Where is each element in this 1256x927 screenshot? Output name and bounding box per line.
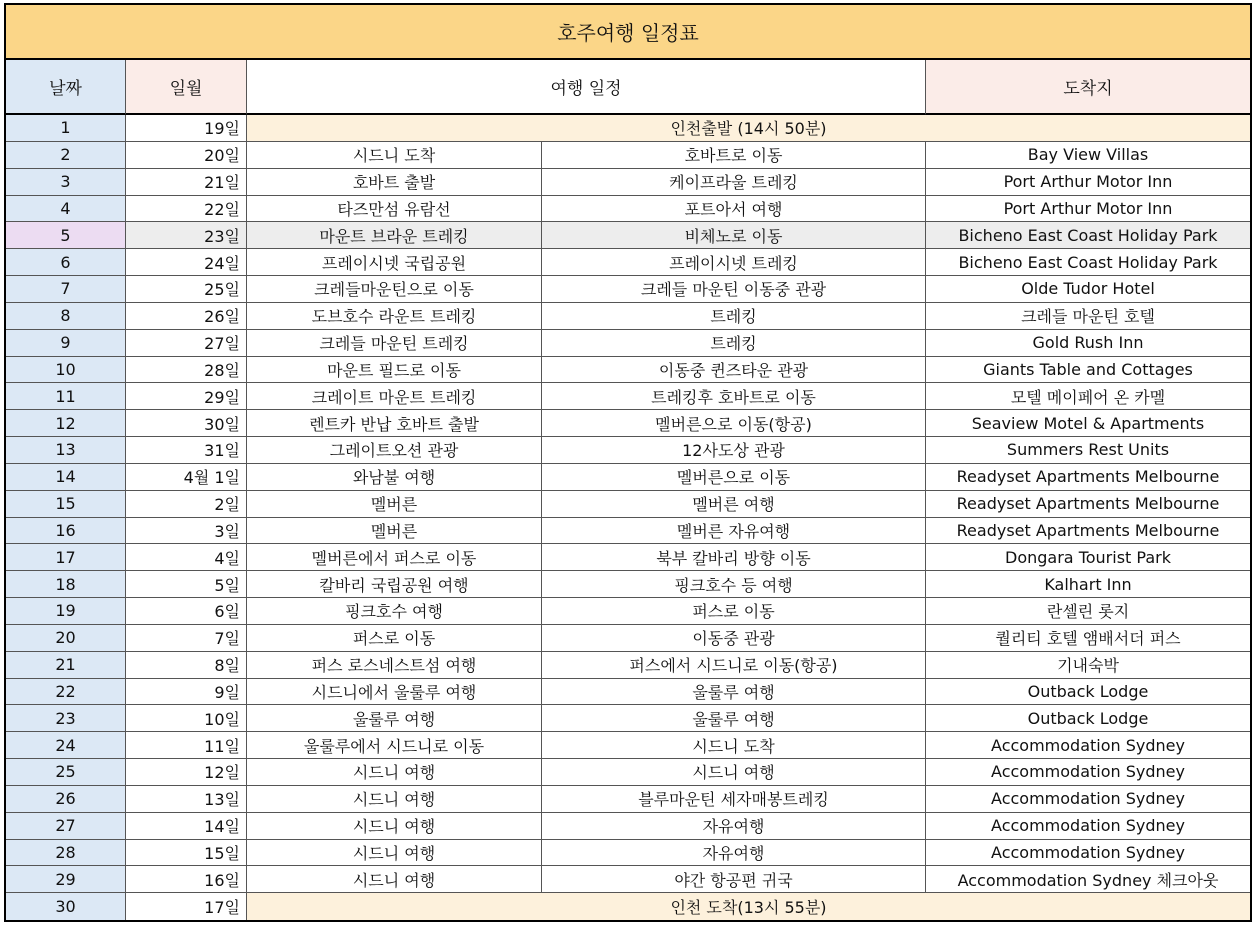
row-plan-am-cell[interactable]: 시드니 여행 bbox=[247, 786, 542, 813]
row-plan-am-cell[interactable]: 퍼스로 이동 bbox=[247, 625, 542, 652]
row-plan-pm-cell[interactable]: 이동중 관광 bbox=[542, 625, 926, 652]
row-plan-pm-cell[interactable]: 야간 항공편 귀국 bbox=[542, 866, 926, 893]
row-date-cell[interactable]: 8일 bbox=[126, 652, 247, 679]
row-plan-am-cell[interactable]: 퍼스 로스네스트섬 여행 bbox=[247, 652, 542, 679]
row-plan-pm-cell[interactable]: 멜버른으로 이동(항공) bbox=[542, 410, 926, 437]
row-plan-pm-cell[interactable]: 멜버른 자유여행 bbox=[542, 518, 926, 545]
row-day-cell[interactable]: 27 bbox=[6, 813, 126, 840]
row-plan-am-cell[interactable]: 멜버른 bbox=[247, 518, 542, 545]
row-plan-am-cell[interactable]: 렌트카 반납 호바트 출발 bbox=[247, 410, 542, 437]
row-destination-cell[interactable]: Readyset Apartments Melbourne bbox=[926, 518, 1250, 545]
row-destination-cell[interactable]: Accommodation Sydney 체크아웃 bbox=[926, 866, 1250, 893]
row-day-cell[interactable]: 30 bbox=[6, 893, 126, 920]
row-day-cell[interactable]: 8 bbox=[6, 303, 126, 330]
row-date-cell[interactable]: 22일 bbox=[126, 196, 247, 223]
row-plan-pm-cell[interactable]: 이동중 퀸즈타운 관광 bbox=[542, 357, 926, 384]
row-date-cell[interactable]: 21일 bbox=[126, 169, 247, 196]
row-day-cell[interactable]: 13 bbox=[6, 437, 126, 464]
row-plan-am-cell[interactable]: 칼바리 국립공원 여행 bbox=[247, 571, 542, 598]
row-day-cell[interactable]: 15 bbox=[6, 491, 126, 518]
row-date-cell[interactable]: 27일 bbox=[126, 330, 247, 357]
row-plan-am-cell[interactable]: 도브호수 라운트 트레킹 bbox=[247, 303, 542, 330]
row-day-cell[interactable]: 5 bbox=[6, 222, 126, 249]
row-plan-pm-cell[interactable]: 자유여행 bbox=[542, 840, 926, 867]
table-title[interactable]: 호주여행 일정표 bbox=[6, 5, 1250, 60]
row-plan-pm-cell[interactable]: 자유여행 bbox=[542, 813, 926, 840]
row-date-cell[interactable]: 13일 bbox=[126, 786, 247, 813]
row-plan-am-cell[interactable]: 울룰루 여행 bbox=[247, 705, 542, 732]
row-date-cell[interactable]: 30일 bbox=[126, 410, 247, 437]
row-destination-cell[interactable]: 퀄리티 호텔 앰배서더 퍼스 bbox=[926, 625, 1250, 652]
row-date-cell[interactable]: 31일 bbox=[126, 437, 247, 464]
row-day-cell[interactable]: 10 bbox=[6, 357, 126, 384]
row-plan-am-cell[interactable]: 울룰루에서 시드니로 이동 bbox=[247, 732, 542, 759]
row-date-cell[interactable]: 26일 bbox=[126, 303, 247, 330]
row-destination-cell[interactable]: Port Arthur Motor Inn bbox=[926, 169, 1250, 196]
row-destination-cell[interactable]: Gold Rush Inn bbox=[926, 330, 1250, 357]
row-date-cell[interactable]: 12일 bbox=[126, 759, 247, 786]
row-day-cell[interactable]: 3 bbox=[6, 169, 126, 196]
row-destination-cell[interactable]: Olde Tudor Hotel bbox=[926, 276, 1250, 303]
header-destination[interactable]: 도착지 bbox=[926, 60, 1250, 115]
row-date-cell[interactable]: 15일 bbox=[126, 840, 247, 867]
row-destination-cell[interactable]: Outback Lodge bbox=[926, 705, 1250, 732]
row-destination-cell[interactable]: Accommodation Sydney bbox=[926, 840, 1250, 867]
row-plan-pm-cell[interactable]: 트레킹 bbox=[542, 303, 926, 330]
row-date-cell[interactable]: 3일 bbox=[126, 518, 247, 545]
row-date-cell[interactable]: 9일 bbox=[126, 679, 247, 706]
row-day-cell[interactable]: 2 bbox=[6, 142, 126, 169]
row-day-cell[interactable]: 26 bbox=[6, 786, 126, 813]
row-plan-pm-cell[interactable]: 핑크호수 등 여행 bbox=[542, 571, 926, 598]
row-day-cell[interactable]: 4 bbox=[6, 196, 126, 223]
row-plan-am-cell[interactable]: 그레이트오션 관광 bbox=[247, 437, 542, 464]
row-plan-am-cell[interactable]: 멜버른 bbox=[247, 491, 542, 518]
row-plan-am-cell[interactable]: 시드니 여행 bbox=[247, 866, 542, 893]
row-date-cell[interactable]: 4월 1일 bbox=[126, 464, 247, 491]
row-destination-cell[interactable]: Bicheno East Coast Holiday Park bbox=[926, 249, 1250, 276]
header-date[interactable]: 일월 bbox=[126, 60, 247, 115]
row-day-cell[interactable]: 18 bbox=[6, 571, 126, 598]
row-day-cell[interactable]: 11 bbox=[6, 383, 126, 410]
row-day-cell[interactable]: 16 bbox=[6, 518, 126, 545]
itinerary-table bbox=[4, 3, 1252, 922]
row-date-cell[interactable]: 29일 bbox=[126, 383, 247, 410]
row-plan-am-cell[interactable]: 크레이트 마운트 트레킹 bbox=[247, 383, 542, 410]
row-destination-cell[interactable]: Kalhart Inn bbox=[926, 571, 1250, 598]
row-destination-cell[interactable]: 란셀린 롯지 bbox=[926, 598, 1250, 625]
row-plan-pm-cell[interactable]: 비체노로 이동 bbox=[542, 222, 926, 249]
row-destination-cell[interactable]: Dongara Tourist Park bbox=[926, 544, 1250, 571]
row-destination-cell[interactable]: Readyset Apartments Melbourne bbox=[926, 491, 1250, 518]
row-destination-cell[interactable]: Outback Lodge bbox=[926, 679, 1250, 706]
row-day-cell[interactable]: 12 bbox=[6, 410, 126, 437]
row-date-cell[interactable]: 23일 bbox=[126, 222, 247, 249]
row-plan-pm-cell[interactable]: 프레이시넷 트레킹 bbox=[542, 249, 926, 276]
row-day-cell[interactable]: 9 bbox=[6, 330, 126, 357]
row-plan-am-cell[interactable]: 시드니 여행 bbox=[247, 840, 542, 867]
row-day-cell[interactable]: 28 bbox=[6, 840, 126, 867]
row-destination-cell[interactable]: Seaview Motel & Apartments bbox=[926, 410, 1250, 437]
row-destination-cell[interactable]: 모텔 메이페어 온 카멜 bbox=[926, 383, 1250, 410]
row-plan-pm-cell[interactable]: 크레들 마운틴 이동중 관광 bbox=[542, 276, 926, 303]
row-day-cell[interactable]: 25 bbox=[6, 759, 126, 786]
row-date-cell[interactable]: 16일 bbox=[126, 866, 247, 893]
row-day-cell[interactable]: 14 bbox=[6, 464, 126, 491]
row-date-cell[interactable]: 2일 bbox=[126, 491, 247, 518]
row-merged-plan-cell[interactable]: 인천출발 (14시 50분) bbox=[247, 115, 1250, 142]
row-destination-cell[interactable]: Accommodation Sydney bbox=[926, 813, 1250, 840]
row-date-cell[interactable]: 28일 bbox=[126, 357, 247, 384]
row-destination-cell[interactable]: Bay View Villas bbox=[926, 142, 1250, 169]
row-plan-am-cell[interactable]: 와남불 여행 bbox=[247, 464, 542, 491]
row-plan-am-cell[interactable]: 프레이시넷 국립공원 bbox=[247, 249, 542, 276]
row-destination-cell[interactable]: 기내숙박 bbox=[926, 652, 1250, 679]
row-day-cell[interactable]: 22 bbox=[6, 679, 126, 706]
header-plan[interactable]: 여행 일정 bbox=[247, 60, 926, 115]
row-plan-am-cell[interactable]: 시드니 여행 bbox=[247, 813, 542, 840]
row-destination-cell[interactable]: Giants Table and Cottages bbox=[926, 357, 1250, 384]
row-date-cell[interactable]: 17일 bbox=[126, 893, 247, 920]
row-day-cell[interactable]: 6 bbox=[6, 249, 126, 276]
row-plan-am-cell[interactable]: 시드니 여행 bbox=[247, 759, 542, 786]
row-date-cell[interactable]: 14일 bbox=[126, 813, 247, 840]
row-plan-pm-cell[interactable]: 시드니 도착 bbox=[542, 732, 926, 759]
row-plan-pm-cell[interactable]: 퍼스에서 시드니로 이동(항공) bbox=[542, 652, 926, 679]
row-day-cell[interactable]: 20 bbox=[6, 625, 126, 652]
row-plan-pm-cell[interactable]: 포트아서 여행 bbox=[542, 196, 926, 223]
row-destination-cell[interactable]: Accommodation Sydney bbox=[926, 786, 1250, 813]
row-plan-am-cell[interactable]: 호바트 출발 bbox=[247, 169, 542, 196]
row-date-cell[interactable]: 20일 bbox=[126, 142, 247, 169]
row-plan-am-cell[interactable]: 크레들 마운틴 트레킹 bbox=[247, 330, 542, 357]
row-plan-pm-cell[interactable]: 울룰루 여행 bbox=[542, 705, 926, 732]
row-merged-plan-cell[interactable]: 인천 도착(13시 55분) bbox=[247, 893, 1250, 920]
row-date-cell[interactable]: 19일 bbox=[126, 115, 247, 142]
row-plan-am-cell[interactable]: 타즈만섬 유람선 bbox=[247, 196, 542, 223]
row-plan-am-cell[interactable]: 멜버른에서 퍼스로 이동 bbox=[247, 544, 542, 571]
row-day-cell[interactable]: 19 bbox=[6, 598, 126, 625]
row-plan-pm-cell[interactable]: 트레킹후 호바트로 이동 bbox=[542, 383, 926, 410]
row-destination-cell[interactable]: Accommodation Sydney bbox=[926, 732, 1250, 759]
row-date-cell[interactable]: 11일 bbox=[126, 732, 247, 759]
row-plan-am-cell[interactable]: 크레들마운틴으로 이동 bbox=[247, 276, 542, 303]
row-date-cell[interactable]: 6일 bbox=[126, 598, 247, 625]
row-plan-pm-cell[interactable]: 멜버른 여행 bbox=[542, 491, 926, 518]
row-plan-pm-cell[interactable]: 멜버른으로 이동 bbox=[542, 464, 926, 491]
row-day-cell[interactable]: 24 bbox=[6, 732, 126, 759]
row-date-cell[interactable]: 10일 bbox=[126, 705, 247, 732]
row-plan-am-cell[interactable]: 마운트 브라운 트레킹 bbox=[247, 222, 542, 249]
row-destination-cell[interactable]: Accommodation Sydney bbox=[926, 759, 1250, 786]
row-plan-pm-cell[interactable]: 트레킹 bbox=[542, 330, 926, 357]
row-destination-cell[interactable]: Summers Rest Units bbox=[926, 437, 1250, 464]
row-day-cell[interactable]: 23 bbox=[6, 705, 126, 732]
row-plan-pm-cell[interactable]: 울룰루 여행 bbox=[542, 679, 926, 706]
row-plan-pm-cell[interactable]: 퍼스로 이동 bbox=[542, 598, 926, 625]
row-destination-cell[interactable]: Readyset Apartments Melbourne bbox=[926, 464, 1250, 491]
row-plan-am-cell[interactable]: 시드니 도착 bbox=[247, 142, 542, 169]
row-date-cell[interactable]: 4일 bbox=[126, 544, 247, 571]
row-plan-pm-cell[interactable]: 호바트로 이동 bbox=[542, 142, 926, 169]
row-day-cell[interactable]: 29 bbox=[6, 866, 126, 893]
header-day[interactable]: 날짜 bbox=[6, 60, 126, 115]
row-day-cell[interactable]: 17 bbox=[6, 544, 126, 571]
row-plan-pm-cell[interactable]: 시드니 여행 bbox=[542, 759, 926, 786]
row-day-cell[interactable]: 7 bbox=[6, 276, 126, 303]
row-date-cell[interactable]: 5일 bbox=[126, 571, 247, 598]
row-plan-pm-cell[interactable]: 12사도상 관광 bbox=[542, 437, 926, 464]
row-plan-pm-cell[interactable]: 블루마운틴 세자매봉트레킹 bbox=[542, 786, 926, 813]
row-plan-pm-cell[interactable]: 북부 칼바리 방향 이동 bbox=[542, 544, 926, 571]
row-day-cell[interactable]: 1 bbox=[6, 115, 126, 142]
row-date-cell[interactable]: 25일 bbox=[126, 276, 247, 303]
row-day-cell[interactable]: 21 bbox=[6, 652, 126, 679]
row-plan-pm-cell[interactable]: 케이프라울 트레킹 bbox=[542, 169, 926, 196]
row-plan-am-cell[interactable]: 핑크호수 여행 bbox=[247, 598, 542, 625]
row-destination-cell[interactable]: Bicheno East Coast Holiday Park bbox=[926, 222, 1250, 249]
row-plan-am-cell[interactable]: 시드니에서 울룰루 여행 bbox=[247, 679, 542, 706]
row-date-cell[interactable]: 7일 bbox=[126, 625, 247, 652]
row-destination-cell[interactable]: Port Arthur Motor Inn bbox=[926, 196, 1250, 223]
row-date-cell[interactable]: 24일 bbox=[126, 249, 247, 276]
row-plan-am-cell[interactable]: 마운트 필드로 이동 bbox=[247, 357, 542, 384]
row-destination-cell[interactable]: 크레들 마운틴 호텔 bbox=[926, 303, 1250, 330]
